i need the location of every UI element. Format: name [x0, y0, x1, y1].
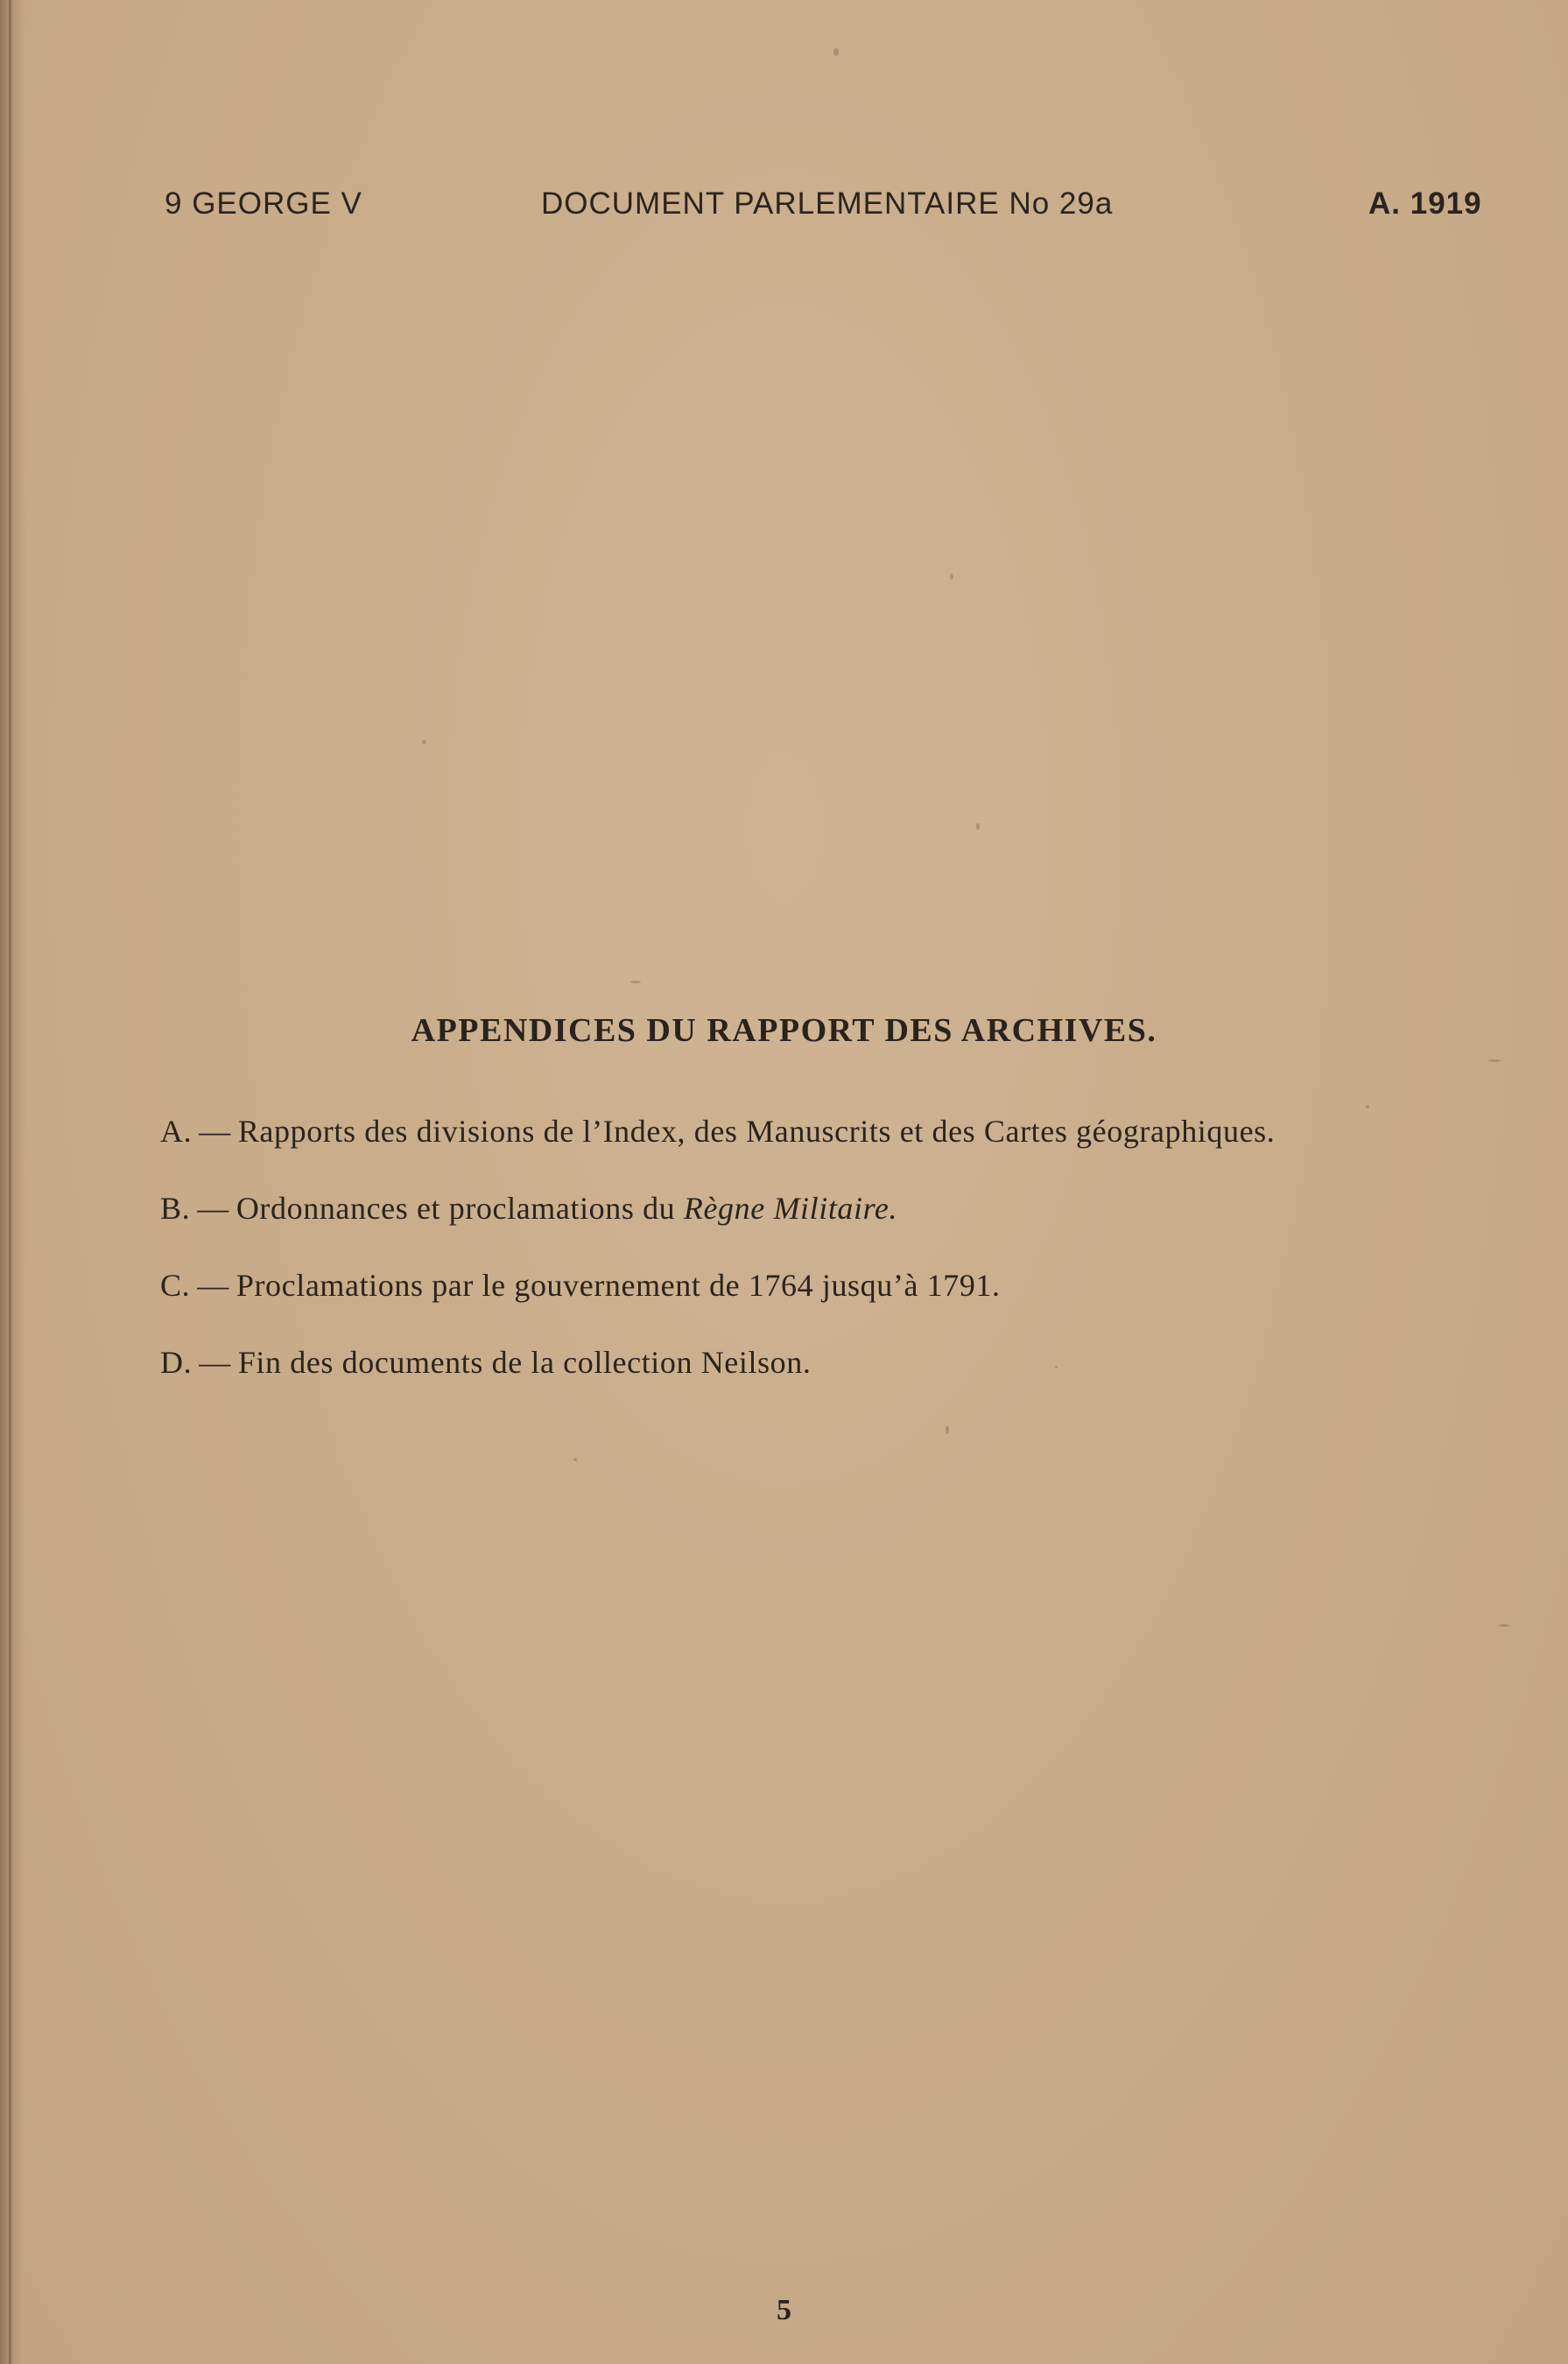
- appendix-text: Proclamations par le gouvernement de 1764 jusqu’à 1791.: [236, 1268, 1001, 1303]
- appendix-dash: —: [199, 1345, 231, 1380]
- running-header: [0, 186, 1568, 230]
- appendix-text: Fin des documents de la collection Neilson.: [237, 1345, 812, 1380]
- appendix-item-c: [160, 1266, 1526, 1305]
- appendix-text: Rapports des divisions de l’Index, des Manuscrits et des Cartes géographiques.: [237, 1114, 1276, 1149]
- header-document-title: DOCUMENT PARLEMENTAIRE No 29a: [541, 186, 1114, 221]
- header-regnal-year: 9 GEORGE V: [165, 186, 362, 221]
- page-number: 5: [777, 2294, 791, 2326]
- appendix-dash: —: [197, 1268, 229, 1303]
- appendix-item-a: [160, 1112, 1526, 1150]
- appendix-letter: A.: [160, 1114, 193, 1149]
- appendix-letter: B.: [160, 1191, 191, 1226]
- appendix-dash: —: [199, 1114, 231, 1149]
- appendix-letter: D.: [160, 1345, 193, 1380]
- binding-edge: [0, 0, 25, 2364]
- appendix-item-b: [160, 1189, 1526, 1228]
- header-year: A. 1919: [1368, 186, 1482, 221]
- appendix-list: [160, 1112, 1526, 1420]
- page-title: APPENDICES DU RAPPORT DES ARCHIVES.: [411, 1012, 1157, 1049]
- appendix-dash: —: [197, 1191, 229, 1226]
- appendix-item-d: [160, 1343, 1526, 1382]
- appendix-emphasis: Règne Militaire.: [683, 1191, 898, 1226]
- appendix-text: Ordonnances et proclamations du: [236, 1191, 684, 1226]
- appendix-letter: C.: [160, 1268, 191, 1303]
